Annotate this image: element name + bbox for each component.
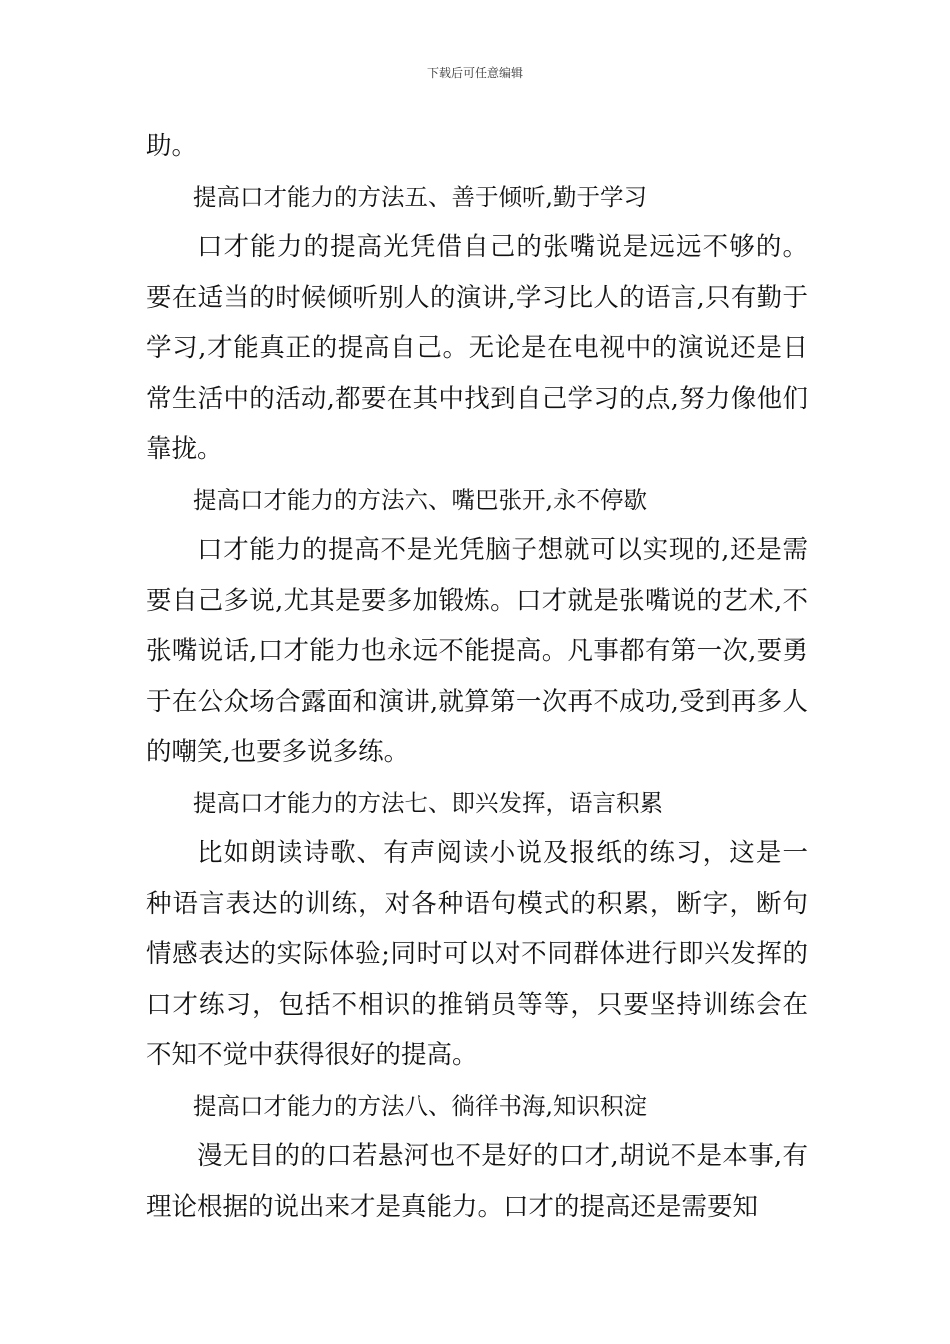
section-heading-method-7: 提高口才能力的方法七、即兴发挥，语言积累 bbox=[193, 788, 663, 817]
paragraph-continued: 助。 bbox=[146, 131, 198, 161]
section-heading-method-5: 提高口才能力的方法五、善于倾听,勤于学习 bbox=[193, 182, 647, 211]
paragraph-method-7: 比如朗读诗歌、有声阅读小说及报纸的练习，这是一种语言表达的训练，对各种语句模式的积累，断字，断句情感表达的实际体验;同时可以对不同群体进行即兴发挥的口才练习，包括不相识的推销员等等，只要坚持训练会在不知不觉中获得很好的提高。 bbox=[146, 838, 808, 1070]
paragraph-method-8: 漫无目的的口若悬河也不是好的口才,胡说不是本事,有理论根据的说出来才是真能力。口才的提高还是需要知 bbox=[146, 1141, 808, 1222]
document-body bbox=[146, 121, 808, 1232]
paragraph-method-5: 口才能力的提高光凭借自己的张嘴说是远远不够的。要在适当的时候倾听别人的演讲,学习比人的语言,只有勤于学习,才能真正的提高自己。无论是在电视中的演说还是日常生活中的活动,都要在其中找到自己学习的点,努力像他们靠拢。 bbox=[146, 232, 808, 464]
page-header: 下载后可任意编辑 bbox=[426, 66, 523, 80]
section-heading-method-6: 提高口才能力的方法六、嘴巴张开,永不停歇 bbox=[193, 485, 647, 514]
section-heading-method-8: 提高口才能力的方法八、徜徉书海,知识积淀 bbox=[193, 1091, 647, 1120]
paragraph-method-6: 口才能力的提高不是光凭脑子想就可以实现的,还是需要自己多说,尤其是要多加锻炼。口才就是张嘴说的艺术,不张嘴说话,口才能力也永远不能提高。凡事都有第一次,要勇于在公众场合露面和演讲,就算第一次再不成功,受到再多人的嘲笑,也要多说多练。 bbox=[146, 535, 808, 767]
